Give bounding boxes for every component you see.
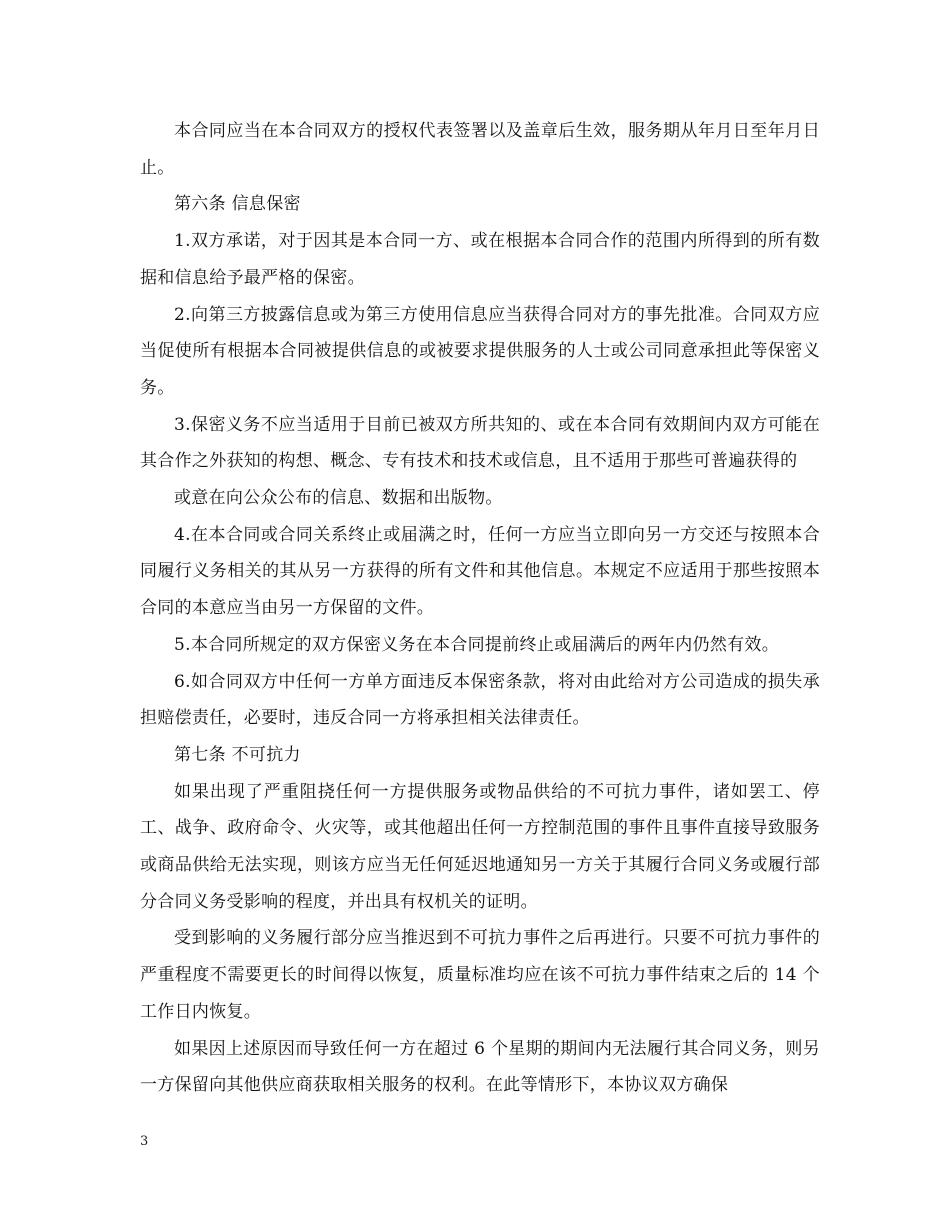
paragraph-confidentiality-3-cont: 或意在向公众公布的信息、数据和出版物。 (174, 488, 503, 509)
heading-article-7-force-majeure: 第七条 不可抗力 (174, 744, 301, 765)
paragraph-confidentiality-1: 1.双方承诺，对于因其是本合同一方、或在根据本合同合作的范围内所得到的所有数据和信息给予最严格的保密。 (140, 231, 820, 288)
paragraph-confidentiality-5: 5.本合同所规定的双方保密义务在本合同提前终止或届满后的两年内仍然有效。 (174, 634, 780, 655)
paragraph-force-majeure-1: 如果出现了严重阻挠任何一方提供服务或物品供给的不可抗力事件，诸如罢工、停工、战争、政府命令、火灾等，或其他超出任何一方控制范围的事件且事件直接导致服务或商品供给无法实现，则该方应当无任何延迟地通知另一方关于其履行合同义务或履行部分合同义务受影响的程度，并出具有权机关的证明。 (140, 781, 820, 912)
paragraph-confidentiality-2: 2.向第三方披露信息或为第三方使用信息应当获得合同对方的事先批准。合同双方应当促使所有根据本合同被提供信息的或被要求提供服务的人士或公司同意承担此等保密义务。 (140, 304, 820, 398)
paragraph-confidentiality-6: 6.如合同双方中任何一方单方面违反本保密条款，将对由此给对方公司造成的损失承担赔偿责任，必要时，违反合同一方将承担相关法律责任。 (140, 671, 820, 729)
paragraph-confidentiality-3: 3.保密义务不应当适用于目前已被双方所共知的、或在本合同有效期间内双方可能在其合作之外获知的构想、概念、专有技术和技术或信息，且不适用于那些可普遍获得的 (140, 414, 820, 472)
paragraph-force-majeure-3: 如果因上述原因而导致任何一方在超过 6 个星期的期间内无法履行其合同义务，则另一方保留向其他供应商获取相关服务的权利。在此等情形下，本协议双方确保 (140, 1038, 820, 1096)
paragraph-confidentiality-4: 4.在本合同或合同关系终止或届满之时，任何一方应当立即向另一方交还与按照本合同履行义务相关的其从另一方获得的所有文件和其他信息。本规定不应适用于那些按照本合同的本意应当由另一方保留的文件。 (140, 524, 820, 619)
document-body (140, 113, 820, 1104)
paragraph-effectiveness: 本合同应当在本合同双方的授权代表签署以及盖章后生效，服务期从年月日至年月日止。 (140, 121, 820, 178)
heading-article-6-confidentiality: 第六条 信息保密 (174, 194, 301, 215)
paragraph-force-majeure-2: 受到影响的义务履行部分应当推迟到不可抗力事件之后再进行。只要不可抗力事件的严重程度不需要更长的时间得以恢复，质量标准均应在该不可抗力事件结束之后的 14 个工作日内恢复。 (140, 928, 820, 1022)
page-number: 3 (140, 1134, 149, 1149)
